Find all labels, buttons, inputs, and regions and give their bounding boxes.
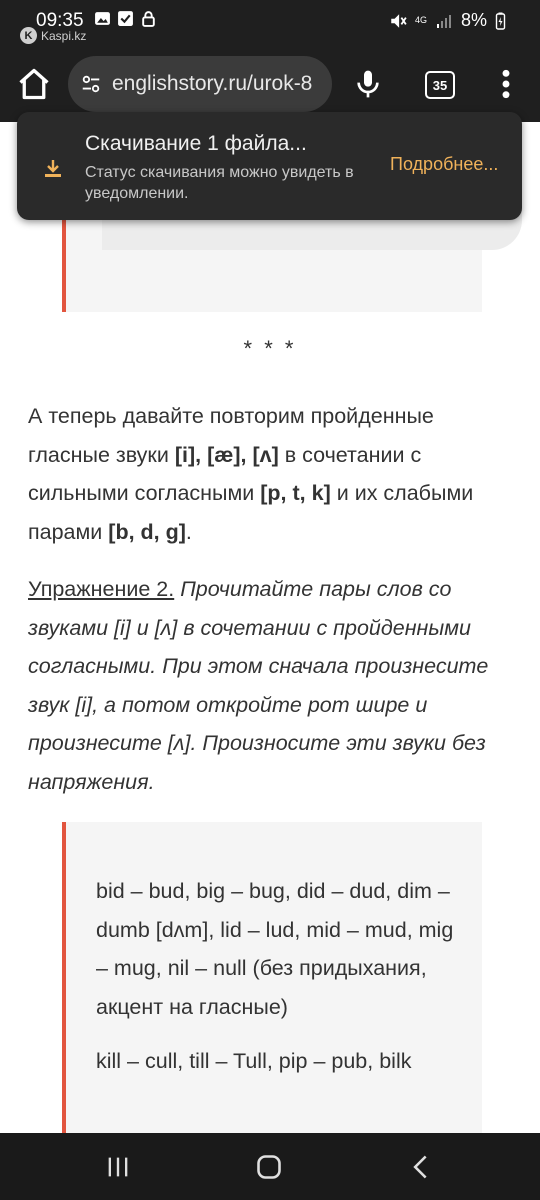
mute-icon bbox=[389, 12, 407, 30]
para-text-4: . bbox=[185, 519, 192, 544]
download-toast bbox=[17, 112, 522, 220]
blockquote-word-pairs bbox=[62, 822, 482, 1133]
kaspi-logo-icon: K bbox=[20, 27, 37, 44]
address-bar[interactable] bbox=[68, 56, 332, 112]
toast-details-button[interactable]: Подробнее... bbox=[390, 154, 499, 174]
battery-icon bbox=[495, 12, 506, 30]
battery-percent: 8% bbox=[460, 10, 487, 30]
separator: * * * bbox=[243, 336, 297, 361]
toast-subtitle: Статус скачивания можно увидеть в уведомлении. bbox=[85, 164, 354, 202]
page-content bbox=[0, 122, 540, 1133]
browser-url-row bbox=[0, 54, 540, 114]
exercise-2 bbox=[28, 570, 518, 801]
exercise-text: Прочитайте пары слов со звуками [i] и [ʌ] в сочетании с пройденными согласными. При этом сначала произнесите звук [i], а потом откройте рот шире и произнесите [ʌ]. Произносите эти звуки без напряжения. bbox=[28, 577, 489, 794]
kaspi-label bbox=[20, 27, 86, 44]
status-notification-icons bbox=[94, 10, 157, 27]
para-bold-strong: [p, t, k] bbox=[260, 481, 331, 505]
network-type: 4G bbox=[414, 15, 427, 25]
recents-icon[interactable] bbox=[104, 1153, 132, 1181]
status-bar bbox=[0, 0, 540, 44]
url-text: englishstory.ru/urok-8 bbox=[112, 72, 313, 95]
word-pairs-line-1: bid – bud, big – bug, did – dud, dim – dumb [dʌm], lid – lud, mid – mud, mig – mug, nil – null (без придыхания, акцент на гласные) bbox=[96, 879, 454, 1019]
home-nav-icon[interactable] bbox=[255, 1153, 283, 1181]
check-icon bbox=[117, 10, 134, 27]
tab-count: 35 bbox=[432, 77, 448, 93]
exercise-title: Упражнение 2. bbox=[28, 577, 175, 601]
system-nav-bar bbox=[0, 1133, 540, 1200]
word-pairs-line-2: kill – cull, till – Tull, pip – pub, bilk bbox=[96, 1049, 412, 1073]
para-bold-weak: [b, d, g] bbox=[108, 519, 186, 544]
menu-icon[interactable] bbox=[496, 68, 516, 100]
gallery-icon bbox=[94, 10, 111, 27]
para-text-3: и их слабыми парами bbox=[28, 481, 474, 544]
status-system-icons bbox=[389, 10, 506, 31]
status-time: 09:35 bbox=[36, 10, 84, 31]
para-text-1: А теперь давайте повторим пройденные гласные звуки bbox=[28, 404, 434, 467]
signal-icon bbox=[435, 13, 453, 29]
kaspi-text: Kaspi.kz bbox=[41, 28, 87, 43]
intro-paragraph bbox=[28, 397, 518, 551]
toast-title: Скачивание 1 файла... bbox=[85, 132, 307, 155]
back-icon[interactable] bbox=[407, 1153, 435, 1181]
lock-icon bbox=[140, 10, 157, 27]
site-settings-icon[interactable] bbox=[80, 73, 102, 95]
para-bold-vowels: [i], [æ], [ʌ] bbox=[174, 442, 279, 467]
para-text-2: в сочетании с сильными согласными bbox=[28, 442, 422, 505]
download-icon bbox=[41, 156, 65, 180]
tabs-icon[interactable] bbox=[425, 71, 455, 99]
home-icon[interactable] bbox=[16, 66, 52, 102]
mic-icon[interactable] bbox=[352, 68, 384, 100]
